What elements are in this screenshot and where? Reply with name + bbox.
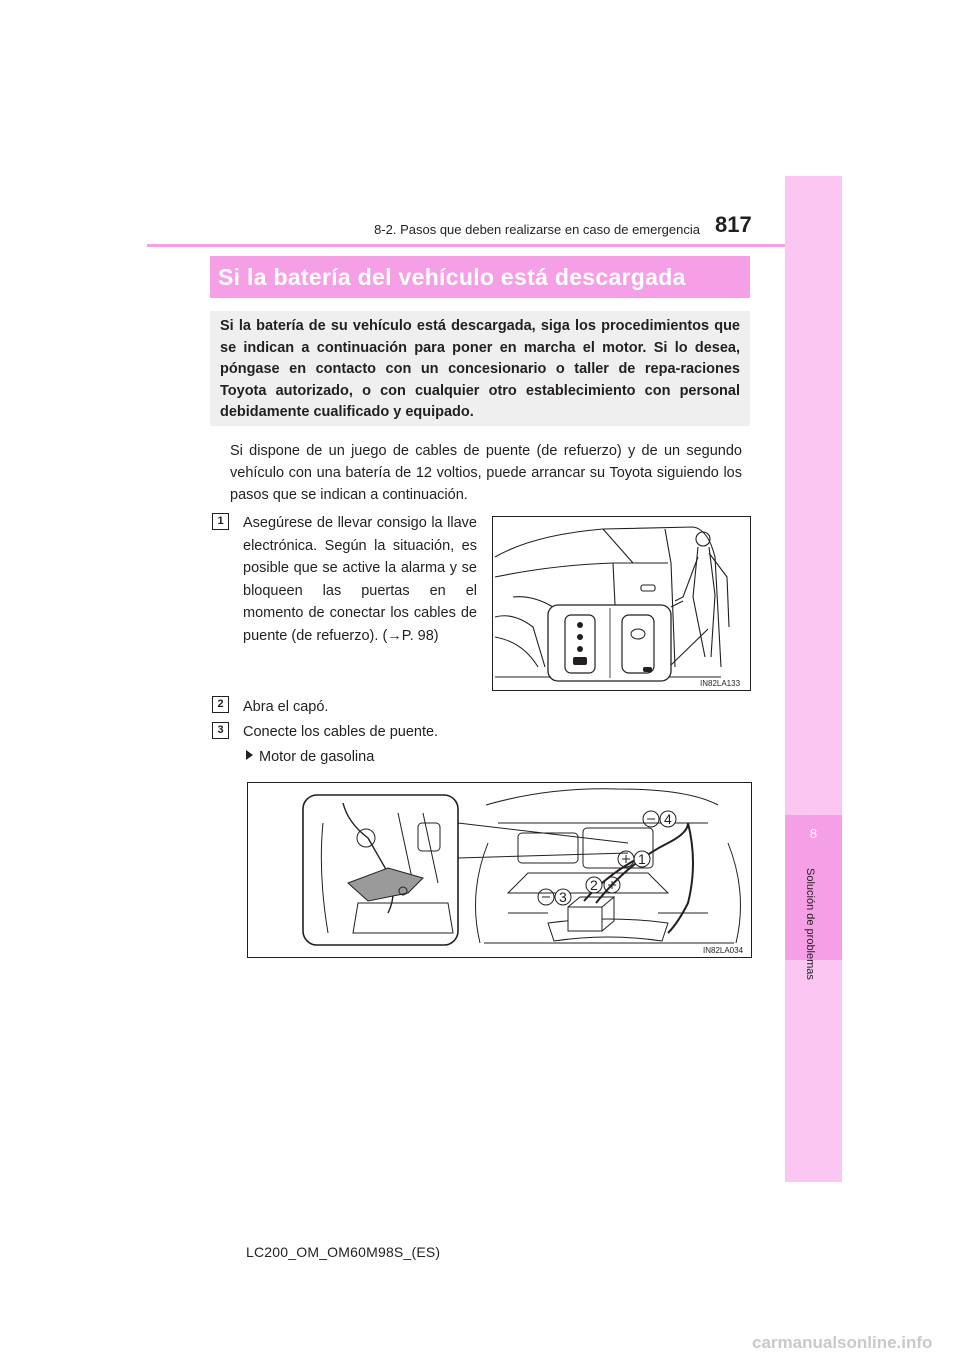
watermark-logo <box>752 1330 952 1354</box>
chapter-side-tab <box>785 176 842 1182</box>
chapter-number: 8 <box>809 826 818 841</box>
intro-box: Si la batería de su vehículo está descargada, siga los procedimientos que se indican a continuación para poner en marcha el motor. Si lo desea, póngase en contacto con un concesionario o taller de repa-raciones Toyota autorizado, o con cualquier otro establecimiento con personal debidamente cualificado y equipado. <box>210 311 750 426</box>
chapter-title: Solución de problemas <box>804 868 816 980</box>
engine-figure-code: IN82LA034 <box>703 946 744 955</box>
triangle-bullet-icon <box>246 750 253 760</box>
step-3-text: Conecte los cables de puente. <box>243 724 439 740</box>
header-rule <box>147 244 785 247</box>
engine-bay-illustration <box>248 783 751 957</box>
body-paragraph: Si dispone de un juego de cables de puente (de refuerzo) y de un segundo vehículo con una batería de 12 voltios, puede arrancar su Toyota siguiendo los pasos que se indican a continuación. <box>230 443 742 503</box>
callout-4: 4 <box>664 811 672 827</box>
callout-1: 1 <box>638 851 646 867</box>
step-2-text: Abra el capó. <box>243 699 329 715</box>
svg-text:carmanualsonline.info: carmanualsonline.info <box>752 1333 933 1352</box>
manual-code-footer: LC200_OM_OM60M98S_(ES) <box>246 1244 441 1260</box>
engine-type-bullet <box>246 747 374 767</box>
section-heading: 8-2. Pasos que deben realizarse en caso de emergencia <box>374 222 700 237</box>
step-1-text: Asegúrese de llevar consigo la llave electrónica. Según la situación, es posible que se active la alarma y se bloqueen las puertas en el momento de conectar los cables de puente (de refuerzo). (→P. 98) <box>243 515 477 644</box>
smart-key-figure <box>492 516 751 691</box>
step-3-badge: 3 <box>212 722 229 739</box>
page-number: 817 <box>715 212 752 237</box>
engine-type-label: Motor de gasolina <box>259 749 375 765</box>
callout-3: 3 <box>559 889 567 905</box>
key-figure-code: IN82LA133 <box>700 679 741 688</box>
callout-2: 2 <box>590 877 598 893</box>
page-title: Si la batería del vehículo está descargada <box>210 256 750 298</box>
engine-jump-figure <box>247 782 752 958</box>
car-door-key-illustration <box>493 517 750 690</box>
step-2-badge: 2 <box>212 696 229 713</box>
step-1-badge: 1 <box>212 513 229 530</box>
